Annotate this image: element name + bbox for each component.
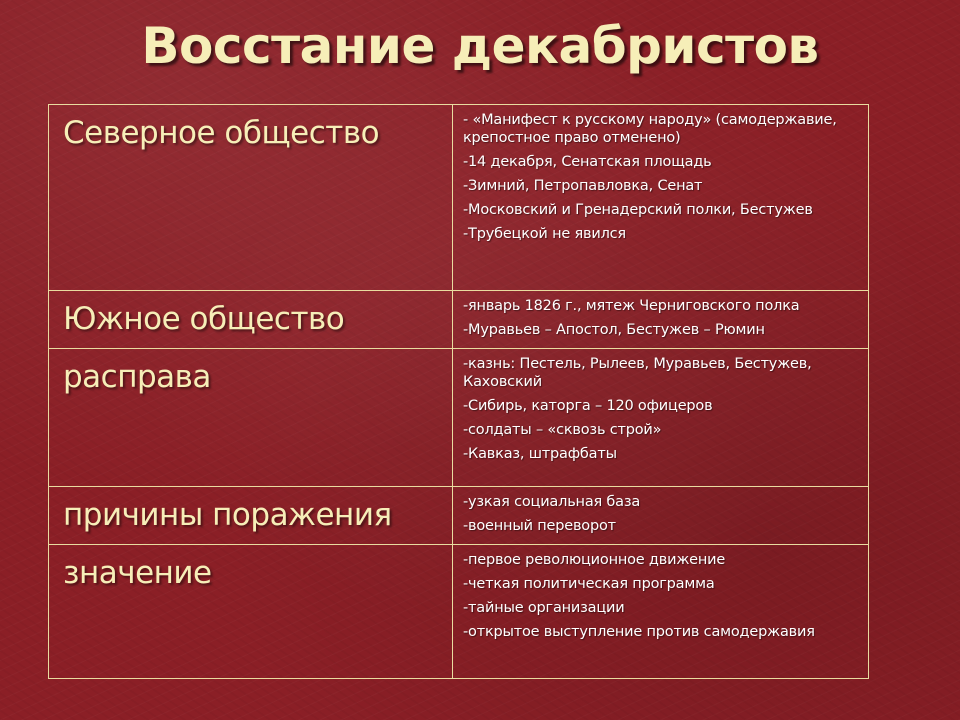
- row-label: Южное общество: [63, 301, 345, 337]
- detail-list: [453, 349, 868, 467]
- detail-item: -Муравьев – Апостол, Бестужев – Рюмин: [463, 322, 765, 338]
- detail-item: - «Манифест к русскому народу» (самодержавие, крепостное право отменено): [463, 112, 837, 146]
- detail-item: -открытое выступление против самодержавия: [463, 624, 815, 640]
- row-label-cell: [49, 291, 453, 349]
- row-label: Северное общество: [63, 115, 380, 151]
- table-row-reprisal: [49, 349, 869, 487]
- detail-item: -первое революционное движение: [463, 552, 726, 568]
- detail-item: -Зимний, Петропавловка, Сенат: [463, 178, 703, 194]
- row-detail-cell: [453, 291, 869, 349]
- detail-item: -казнь: Пестель, Рылеев, Муравьев, Бестужев, Каховский: [463, 356, 812, 390]
- detail-item: -Трубецкой не явился: [463, 226, 626, 242]
- row-label: расправа: [63, 359, 211, 395]
- detail-list: [453, 545, 868, 645]
- detail-item: -Сибирь, каторга – 120 офицеров: [463, 398, 713, 414]
- summary-table: [48, 104, 869, 679]
- row-detail-cell: [453, 487, 869, 545]
- row-detail-cell: [453, 105, 869, 291]
- detail-item: -Московский и Гренадерский полки, Бестужев: [463, 202, 813, 218]
- row-label-cell: [49, 105, 453, 291]
- detail-list: [453, 105, 868, 247]
- detail-item: -четкая политическая программа: [463, 576, 715, 592]
- detail-list: [453, 487, 868, 539]
- row-label: значение: [63, 555, 212, 591]
- table-row-defeat-causes: [49, 487, 869, 545]
- detail-item: -Кавказ, штрафбаты: [463, 446, 617, 462]
- row-label-cell: [49, 545, 453, 679]
- row-label-cell: [49, 487, 453, 545]
- table-row-significance: [49, 545, 869, 679]
- detail-item: -тайные организации: [463, 600, 625, 616]
- detail-item: -военный переворот: [463, 518, 616, 534]
- detail-list: [453, 291, 868, 343]
- row-detail-cell: [453, 349, 869, 487]
- table-row-southern-society: [49, 291, 869, 349]
- detail-item: -14 декабря, Сенатская площадь: [463, 154, 712, 170]
- table-row-northern-society: [49, 105, 869, 291]
- detail-item: -январь 1826 г., мятеж Черниговского полка: [463, 298, 800, 314]
- row-label-cell: [49, 349, 453, 487]
- detail-item: -узкая социальная база: [463, 494, 641, 510]
- row-label: причины поражения: [63, 497, 392, 533]
- slide-title: Восстание декабристов: [141, 17, 819, 75]
- row-detail-cell: [453, 545, 869, 679]
- detail-item: -солдаты – «сквозь строй»: [463, 422, 662, 438]
